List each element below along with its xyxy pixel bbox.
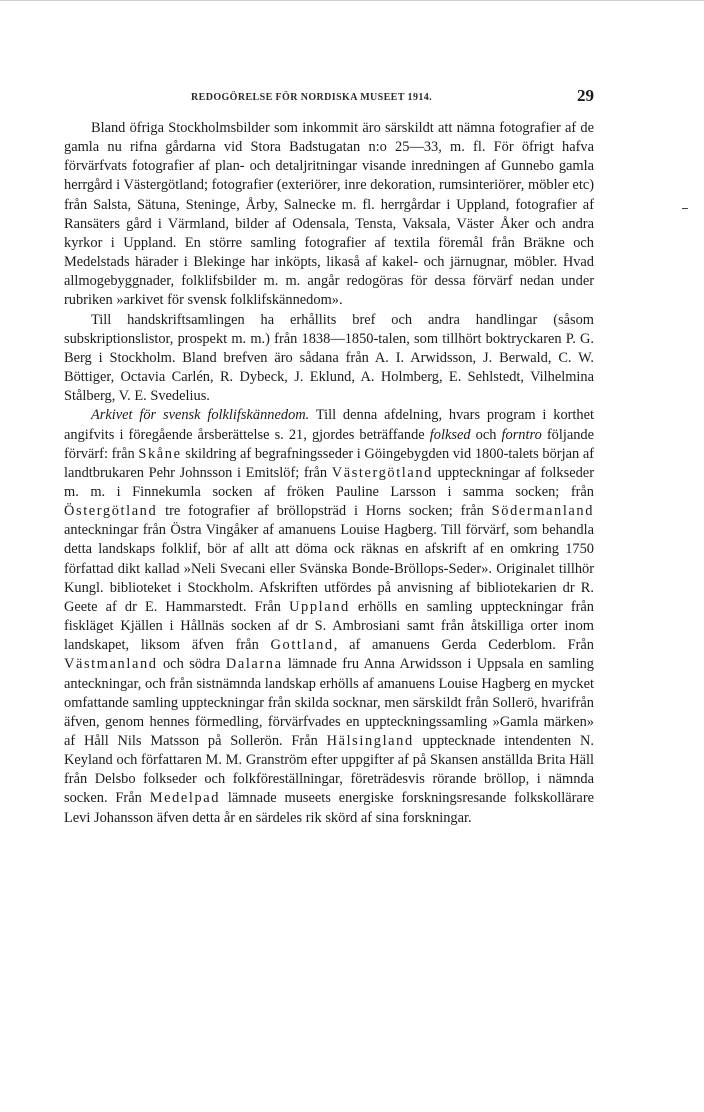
text-segment: lämnade museets energiske forskningsresande folkskollärare Levi Johansson äfven detta år en särdeles rik skörd af sina forskningar.: [64, 790, 594, 826]
text-segment: lämnade fru Anna Arwidsson i Uppsala en samling anteckningar, och från sistnämnda landskap erhölls af amanuens Louise Hagberg en mycket omfattande samling uppteckningar från skilda socknar, men särskildt från Sollerö, hvarifrån äfven, genom hennes förmedling, förvärfvades en uppteckningssamling »Gamla märken» af Håll Nils Matsson på Sollerön. Från: [64, 656, 594, 749]
text-segment: upptecknade intendenten N. Keyland och författaren M. M. Granström efter uppgifter af på Skansen anställda Brita Häll från Delsbo folkseder och folkföreställningar, företrädesvis rörande bröllop, i nämnda socken. Från: [64, 733, 594, 807]
text-segment: tre fotografier af bröllopsträd i Horns socken; från: [157, 503, 492, 520]
italic-term: folksed: [429, 426, 471, 443]
text-segment: följande förvärf: från: [64, 426, 595, 462]
top-edge-rule: [0, 0, 704, 1]
paragraph-folklife-archive: [64, 406, 594, 827]
page-number: 29: [577, 86, 594, 105]
province-name: Södermanland: [491, 503, 594, 520]
province-name: Västergötland: [331, 464, 433, 481]
text-segment: och södra: [157, 656, 226, 673]
province-name: Östergötland: [64, 503, 158, 520]
province-name: Medelpad: [149, 790, 221, 807]
province-name: Västmanland: [64, 656, 158, 673]
paragraph-stockholm-images: [64, 119, 594, 311]
paragraph-text: Bland öfriga Stockholmsbilder som inkommit äro särskildt att nämna fotografier af de gamla nu rifna gårdarna vid Stora Badstugatan n:o 25—33, m. fl. För öfrigt hafva förvärfvats fotografier af plan- och detaljritningar visande inredningen af Gunnebo gamla herrgård i Västergötland; fotografier (exteriörer, inre dekoration, rumsinteriörer, möbler etc) från Salsta, Sätuna, Steninge, Årby, Salnecke m. fl. herrgårdar i Uppland, fotografier af Ransäters gård i Värmland, bilder af Odensala, Tensta, Vaksala, Väster Åker och andra kyrkor i Uppland. En större samling fotografier af textila föremål från Bräkne och Medelstads härader i Blekinge har inköpts, likaså af kakel- och järnugnar, möbler. Hvad allmogebyggnader, folklifsbilder m. m. angår redogöras för dessa förvärf nedan under rubriken »arkivet för svensk folklifskännedom».: [64, 120, 594, 309]
text-segment: Till denna afdelning, hvars program i korthet angifvits i föregående årsberättelse s. 21, gjordes beträffande: [64, 407, 595, 443]
italic-term: forntro: [501, 426, 542, 443]
paragraph-manuscripts: [64, 311, 594, 407]
province-name: Uppland: [289, 598, 350, 615]
body-text: [64, 119, 594, 828]
page-header: [64, 86, 594, 106]
text-segment: uppteckningar af folkseder m. m. i Finnekumla socken af fröken Pauline Larsson i samma socken; från: [64, 464, 594, 500]
section-heading: Arkivet för svensk folklifskännedom.: [91, 407, 310, 424]
province-name: Hälsingland: [326, 733, 414, 749]
margin-mark: [682, 208, 688, 209]
text-segment: , af amanuens Gerda Cederblom. Från: [333, 637, 594, 654]
text-segment: anteckningar från Östra Vingåker af amanuens Louise Hagberg. Till förvärf, som behandla detta landskaps folklif, bör af allt att döma ock räknas en afskrift af en omkring 1750 författad dikt kallad »Neli Svecani eller Svänska Bonde-Bröllops-Seder». Originalet tillhör Kungl. biblioteket i Stockholm. Afskriften utfördes på anvisning af bibliotekarien dr R. Geete af dr E. Hammarstedt. Från: [64, 522, 594, 615]
province-name: Gottland: [270, 637, 334, 654]
running-title: REDOGÖRELSE FÖR NORDISKA MUSEET 1914.: [191, 92, 433, 103]
text-segment: erhölls en samling uppteckningar från fiskläget Kjällen i Hållnäs socken af dr S. Ambrosiani samt från åtskilliga orter inom landskapet, liksom äfven från: [64, 598, 594, 654]
province-name: Skåne: [138, 445, 182, 462]
text-segment: skildring af begrafningsseder i Göingebygden vid 1800-talets början af landtbrukaren Pehr Johnsson i Emitslöf; från: [64, 445, 594, 481]
text-segment: och: [470, 426, 502, 443]
province-name: Dalarna: [225, 656, 283, 673]
paragraph-text: Till handskriftsamlingen ha erhållits bref och andra handlingar (såsom subskriptionslistor, prospekt m. m.) från 1838—1850-talen, som tillhört boktryckaren P. G. Berg i Stockholm. Bland brefven äro sådana från A. I. Arwidsson, J. Berwald, C. W. Böttiger, Octavia Carlén, R. Dybeck, J. Eklund, A. Holmberg, E. Sehlstedt, Vilhelmina Stålberg, V. E. Svedelius.: [64, 311, 594, 405]
